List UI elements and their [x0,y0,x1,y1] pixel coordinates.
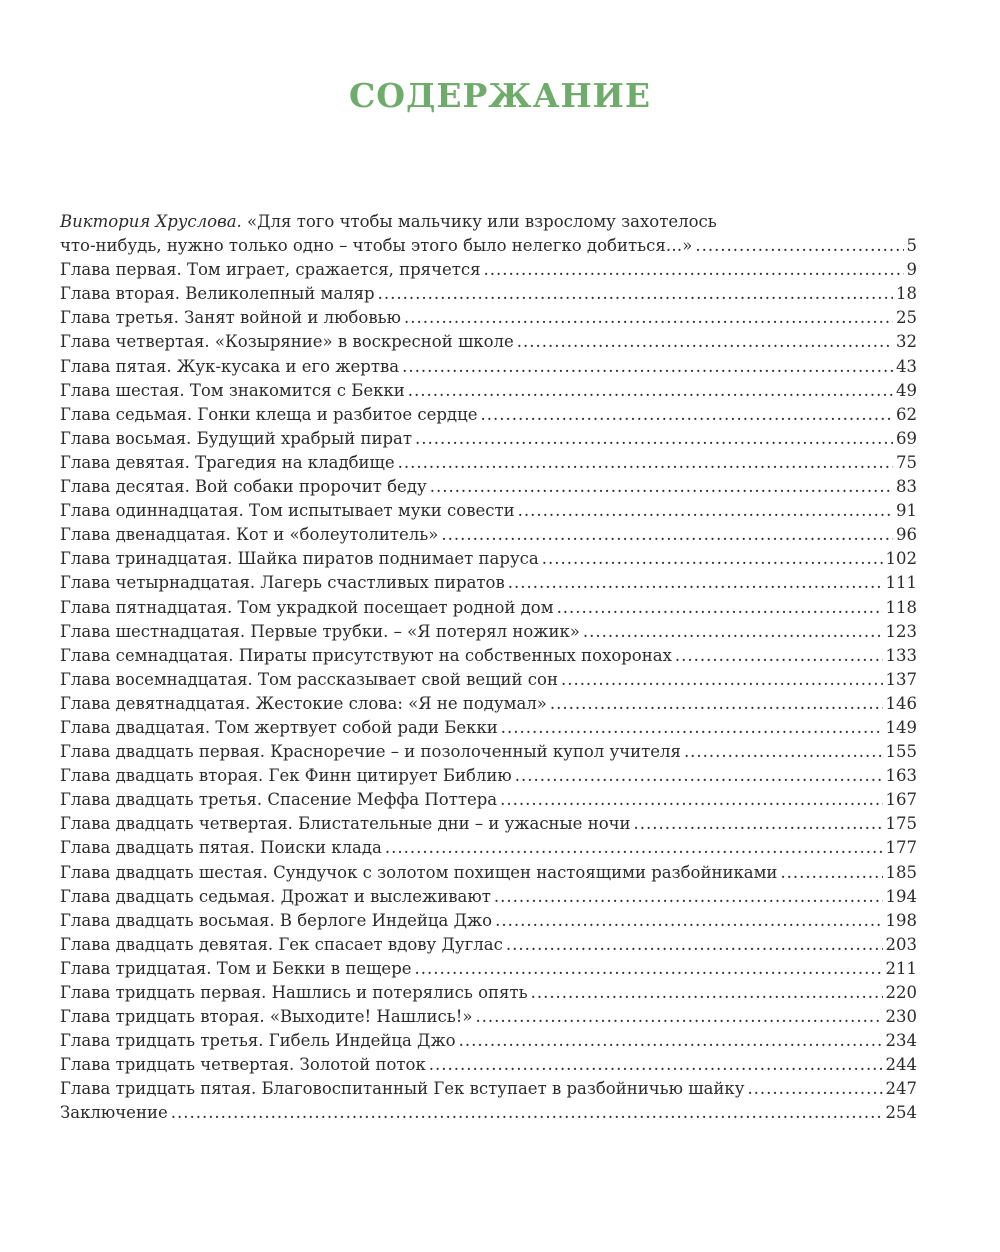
dot-leader [747,1077,882,1101]
toc-entry[interactable] [60,379,917,403]
entry-title: Глава двадцать пятая. Поиски клада [60,838,382,858]
intro-title-part2: что-нибудь, нужно только одно – чтобы этого было нелегко добиться…» [60,236,693,256]
toc-entry[interactable] [60,620,917,644]
dot-leader [684,740,883,764]
toc-entry[interactable] [60,547,917,571]
toc-entry[interactable] [60,1077,917,1101]
entry-title: Глава двадцать третья. Спасение Меффа Поттера [60,790,498,810]
dot-leader [780,861,882,885]
page-number: 137 [885,669,917,689]
chapter-list [60,258,917,1125]
page-number: 163 [885,766,917,786]
entry-title: Глава двенадцатая. Кот и «болеутолитель» [60,525,439,545]
dot-leader [171,1101,883,1125]
toc-entry[interactable] [60,282,917,306]
dot-leader [385,836,883,860]
page-number: 9 [906,260,917,280]
page-number: 25 [896,308,917,328]
page-number: 244 [885,1055,917,1075]
toc-entry[interactable] [60,523,917,547]
toc-entry[interactable] [60,909,917,933]
toc-entry[interactable] [60,1101,917,1125]
dot-leader [634,812,883,836]
page-number: 198 [885,910,917,930]
intro-entry-line1 [60,210,917,234]
page-number: 18 [896,284,917,304]
entry-title: Глава тринадцатая. Шайка пиратов поднимает паруса [60,549,539,569]
intro-author: Виктория Хруслова. [60,212,242,231]
toc-entry[interactable] [60,812,917,836]
toc-entry[interactable] [60,355,917,379]
entry-title: Глава двадцать восьмая. В берлоге Индейца Джо [60,910,493,930]
entry-title: Глава восемнадцатая. Том рассказывает свой вещий сон [60,669,558,689]
toc-entry[interactable] [60,306,917,330]
page-number: 220 [885,983,917,1002]
page-number: 230 [885,1007,917,1027]
toc-entry[interactable] [60,764,917,788]
entry-title: Глава вторая. Великолепный маляр [60,284,375,304]
entry-title: Глава седьмая. Гонки клеща и разбитое сердце [60,404,478,424]
dot-leader [531,981,883,1005]
page-number: 155 [885,742,917,762]
page-title: СОДЕРЖАНИЕ [348,76,651,115]
intro-entry-line2[interactable] [60,234,917,258]
intro-title-part1: «Для того чтобы мальчику или взрослому захотелось [247,212,717,231]
dot-leader [484,258,904,282]
dot-leader [501,716,883,740]
dot-leader [557,596,883,620]
toc-entry[interactable] [60,451,917,475]
entry-title: Глава третья. Занят войной и любовью [60,308,401,328]
dot-leader [475,1005,882,1029]
toc-entry[interactable] [60,788,917,812]
page-number: 49 [896,380,917,400]
dot-leader [408,379,893,403]
dot-leader [542,547,883,571]
dot-leader [561,668,883,692]
entry-title: Заключение [60,1103,168,1123]
toc-entry[interactable] [60,1005,917,1029]
toc-entry[interactable] [60,427,917,451]
toc-entry[interactable] [60,475,917,499]
entry-title: Глава шестнадцатая. Первые трубки. – «Я потерял ножик» [60,621,580,641]
toc-entry[interactable] [60,596,917,620]
page-number: 111 [885,573,917,593]
entry-title: Глава тридцать пятая. Благовоспитанный Гек вступает в разбойничью шайку [60,1079,745,1099]
dot-leader [550,692,883,716]
entry-title: Глава первая. Том играет, сражается, прячется [60,260,481,280]
entry-title: Глава двадцать девятая. Гек спасает вдову Дуглас [60,934,503,954]
dot-leader [429,1053,883,1077]
page-number: 83 [896,477,917,497]
entry-title: Глава двадцать четвертая. Блистательные дни – и ужасные ночи [60,814,631,834]
page-number: 234 [885,1031,917,1051]
entry-title: Глава тридцать третья. Гибель Индейца Джо [60,1031,456,1051]
page-number: 91 [896,501,917,521]
entry-title: Глава четырнадцатая. Лагерь счастливых пиратов [60,573,505,593]
page-number: 211 [885,958,917,978]
toc-entry[interactable] [60,861,917,885]
toc-entry[interactable] [60,692,917,716]
dot-leader [518,499,893,523]
page-number: 185 [885,862,917,882]
dot-leader [695,234,903,258]
entry-title: Глава шестая. Том знакомится с Бекки [60,380,405,400]
page-number: 254 [885,1103,917,1123]
dot-leader [415,427,893,451]
entry-title: Глава двадцать шестая. Сундучок с золотом похищен настоящими разбойниками [60,862,778,882]
entry-title: Глава двадцать вторая. Гек Финн цитирует Библию [60,766,512,786]
table-of-contents [60,210,917,1126]
entry-title: Глава девятнадцатая. Жестокие слова: «Я не подумал» [60,693,547,713]
dot-leader [430,475,893,499]
dot-leader [675,644,883,668]
page-number: 175 [885,814,917,834]
toc-entry[interactable] [60,836,917,860]
entry-title: Глава тридцать четвертая. Золотой поток [60,1055,426,1075]
page-number: 167 [885,790,917,810]
entry-title: Глава пятнадцатая. Том украдкой посещает родной дом [60,597,554,617]
page-number: 5 [906,236,917,256]
page-number: 118 [885,597,917,617]
entry-title: Глава двадцатая. Том жертвует собой ради Бекки [60,717,498,737]
dot-leader [515,764,883,788]
entry-title: Глава пятая. Жук-кусака и его жертва [60,356,400,376]
dot-leader [378,282,893,306]
page-number: 247 [885,1079,917,1099]
dot-leader [415,957,883,981]
dot-leader [398,451,893,475]
dot-leader [402,355,893,379]
entry-title: Глава одиннадцатая. Том испытывает муки совести [60,501,515,521]
entry-title: Глава девятая. Трагедия на кладбище [60,452,395,472]
entry-title: Глава тридцатая. Том и Бекки в пещере [60,958,412,978]
toc-entry[interactable] [60,330,917,354]
toc-entry[interactable] [60,716,917,740]
dot-leader [517,330,893,354]
page-number: 133 [885,645,917,665]
entry-title: Глава двадцать седьмая. Дрожат и выслеживают [60,886,491,906]
page-number: 123 [885,621,917,641]
entry-title: Глава тридцать первая. Нашлись и потерялись опять [60,983,528,1002]
entry-title: Глава десятая. Вой собаки пророчит беду [60,477,427,497]
page-number: 203 [885,934,917,954]
entry-title: Глава четвертая. «Козыряние» в воскресной школе [60,332,514,352]
entry-title: Глава двадцать первая. Красноречие – и позолоченный купол учителя [60,742,681,762]
toc-entry[interactable] [60,403,917,427]
page-number: 194 [885,886,917,906]
page-number: 69 [896,428,917,448]
toc-entry[interactable] [60,571,917,595]
entry-title: Глава семнадцатая. Пираты присутствуют на собственных похоронах [60,645,672,665]
toc-entry[interactable] [60,644,917,668]
page-number: 177 [885,838,917,858]
page-number: 96 [896,525,917,545]
toc-entry[interactable] [60,981,917,1005]
dot-leader [495,909,882,933]
dot-leader [459,1029,883,1053]
toc-entry[interactable] [60,1029,917,1053]
dot-leader [508,571,883,595]
toc-entry[interactable] [60,668,917,692]
toc-entry[interactable] [60,1053,917,1077]
page-number: 32 [896,332,917,352]
dot-leader [500,788,882,812]
toc-entry[interactable] [60,499,917,523]
page-number: 62 [896,404,917,424]
entry-title: Глава тридцать вторая. «Выходите! Нашлись!» [60,1007,473,1027]
dot-leader [583,620,883,644]
dot-leader [506,933,883,957]
dot-leader [480,403,893,427]
dot-leader [494,885,883,909]
toc-entry[interactable] [60,957,917,981]
toc-entry[interactable] [60,740,917,764]
page-number: 43 [896,356,917,376]
toc-entry[interactable] [60,258,917,282]
dot-leader [404,306,893,330]
page-number: 102 [885,549,917,569]
page-number: 75 [896,452,917,472]
page-number: 149 [885,717,917,737]
entry-title: Глава восьмая. Будущий храбрый пират [60,428,413,448]
toc-entry[interactable] [60,933,917,957]
toc-entry[interactable] [60,885,917,909]
dot-leader [441,523,893,547]
page-number: 146 [885,693,917,713]
